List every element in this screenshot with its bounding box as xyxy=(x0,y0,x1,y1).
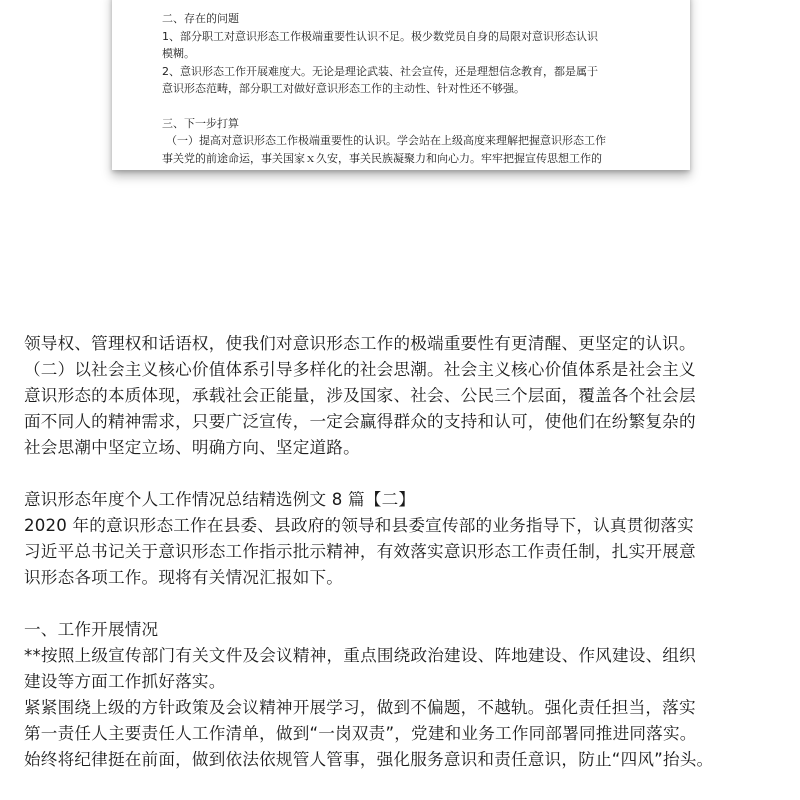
preview-issue-1-line-2: 模糊。 xyxy=(162,47,195,60)
article-line: 第一责任人主要责任人工作清单，做到“一岗双责”，党建和业务工作同部署同推进同落实。 xyxy=(24,724,697,743)
article-title: 意识形态年度个人工作情况总结精选例文 8 篇【二】 xyxy=(24,490,416,509)
article-line: 识形态各项工作。现将有关情况汇报如下。 xyxy=(24,568,344,587)
article-line: 意识形态的本质体现，承载社会正能量，涉及国家、社会、公民三个层面，覆盖各个社会层 xyxy=(24,386,696,405)
document-preview-card xyxy=(112,0,690,170)
article-line: 建设等方面工作抓好落实。 xyxy=(24,672,226,691)
article-line: （二）以社会主义核心价值体系引导多样化的社会思潮。社会主义核心价值体系是社会主义 xyxy=(24,360,696,379)
preview-plan-1-line-1: （一）提高对意识形态工作极端重要性的认识。学会站在上级高度来理解把握意识形态工作 xyxy=(166,134,606,147)
paragraph-spacer xyxy=(24,591,784,617)
article-body xyxy=(24,331,784,773)
article-line: 面不同人的精神需求，只要广泛宣传，一定会赢得群众的支持和认可，使他们在纷繁复杂的 xyxy=(24,412,696,431)
article-line: 社会思潮中坚定立场、明确方向、坚定道路。 xyxy=(24,438,360,457)
article-line: 领导权、管理权和话语权，使我们对意识形态工作的极端重要性有更清醒、更坚定的认识。 xyxy=(24,334,696,353)
article-line: 习近平总书记关于意识形态工作指示批示精神，有效落实意识形态工作责任制，扎实开展意 xyxy=(24,542,696,561)
preview-plan-1-line-2: 事关党的前途命运，事关国家ｘ久安，事关民族凝聚力和向心力。牢牢把握宣传思想工作的 xyxy=(162,151,602,165)
preview-heading-issues: 二、存在的问题 xyxy=(162,12,239,25)
paragraph-spacer xyxy=(24,461,784,487)
preview-heading-plan: 三、下一步打算 xyxy=(162,116,239,130)
article-line: 始终将纪律挺在前面，做到依法依规管人管事，强化服务意识和责任意识，防止“四风”抬头。 xyxy=(24,750,714,769)
preview-issue-2-line-2: 意识形态范畴，部分职工对做好意识形态工作的主动性、针对性还不够强。 xyxy=(162,82,525,95)
article-line: 2020 年的意识形态工作在县委、县政府的领导和县委宣传部的业务指导下，认真贯彻落实 xyxy=(24,516,694,535)
preview-issue-1-line-1: 1、部分职工对意识形态工作极端重要性认识不足。极少数党员自身的局限对意识形态认识 xyxy=(162,29,598,43)
preview-issue-2-line-1: 2、意识形态工作开展难度大。无论是理论武装、社会宣传，还是理想信念教育，都是属于 xyxy=(162,64,598,78)
preview-spacer xyxy=(162,98,662,115)
section-heading: 一、工作开展情况 xyxy=(24,620,159,639)
article-line: **按照上级宣传部门有关文件及会议精神，重点围绕政治建设、阵地建设、作风建设、组织 xyxy=(24,646,696,665)
article-line: 紧紧围绕上级的方针政策及会议精神开展学习，做到不偏题，不越轨。强化责任担当，落实 xyxy=(24,698,696,717)
preview-text-block xyxy=(162,10,662,167)
